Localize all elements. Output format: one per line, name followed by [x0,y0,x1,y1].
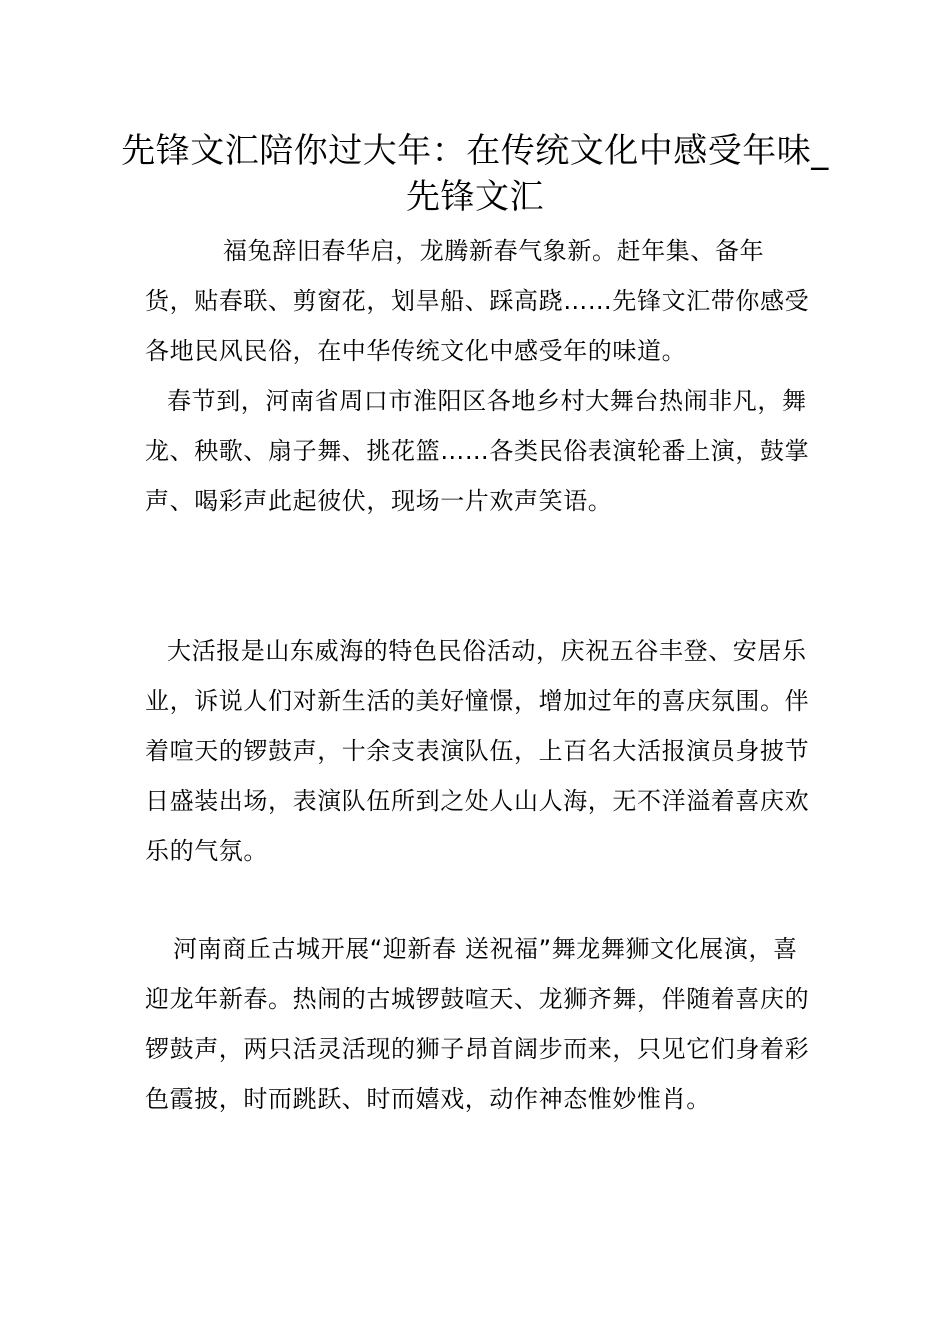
paragraph-henan-shangqiu: 河南商丘古城开展“迎新春 送祝福”舞龙舞狮文化展演，喜迎龙年新春。热闹的古城锣鼓喧天、龙狮齐舞，伴随着喜庆的锣鼓声，两只活灵活现的狮子昂首阔步而来，只见它们身着彩色霞披，时而跳跃、时而嬉戏，动作神态惟妙惟肖。 [145,935,810,1113]
paragraph-henan-zhoukou: 春节到，河南省周口市淮阳区各地乡村大舞台热闹非凡，舞龙、秧歌、扇子舞、挑花篮……各类民俗表演轮番上演，鼓掌声、喝彩声此起彼伏，现场一片欢声笑语。 [145,387,810,515]
paragraph-shandong-weihai: 大活报是山东威海的特色民俗活动，庆祝五谷丰登、安居乐业，诉说人们对新生活的美好憧憬，增加过年的喜庆氛围。伴着喧天的锣鼓声，十余支表演队伍，上百名大活报演员身披节日盛装出场，表演队伍所到之处人山人海，无不洋溢着喜庆欢乐的气氛。 [145,637,810,865]
document-title: 先锋文汇陪你过大年：在传统文化中感受年味_先锋文汇 [121,131,829,217]
paragraph-intro: 福兔辞旧春华启，龙腾新春气象新。赶年集、备年货，贴春联、剪窗花，划旱船、踩高跷……先锋文汇带你感受各地民风民俗，在中华传统文化中感受年的味道。 [145,237,810,365]
